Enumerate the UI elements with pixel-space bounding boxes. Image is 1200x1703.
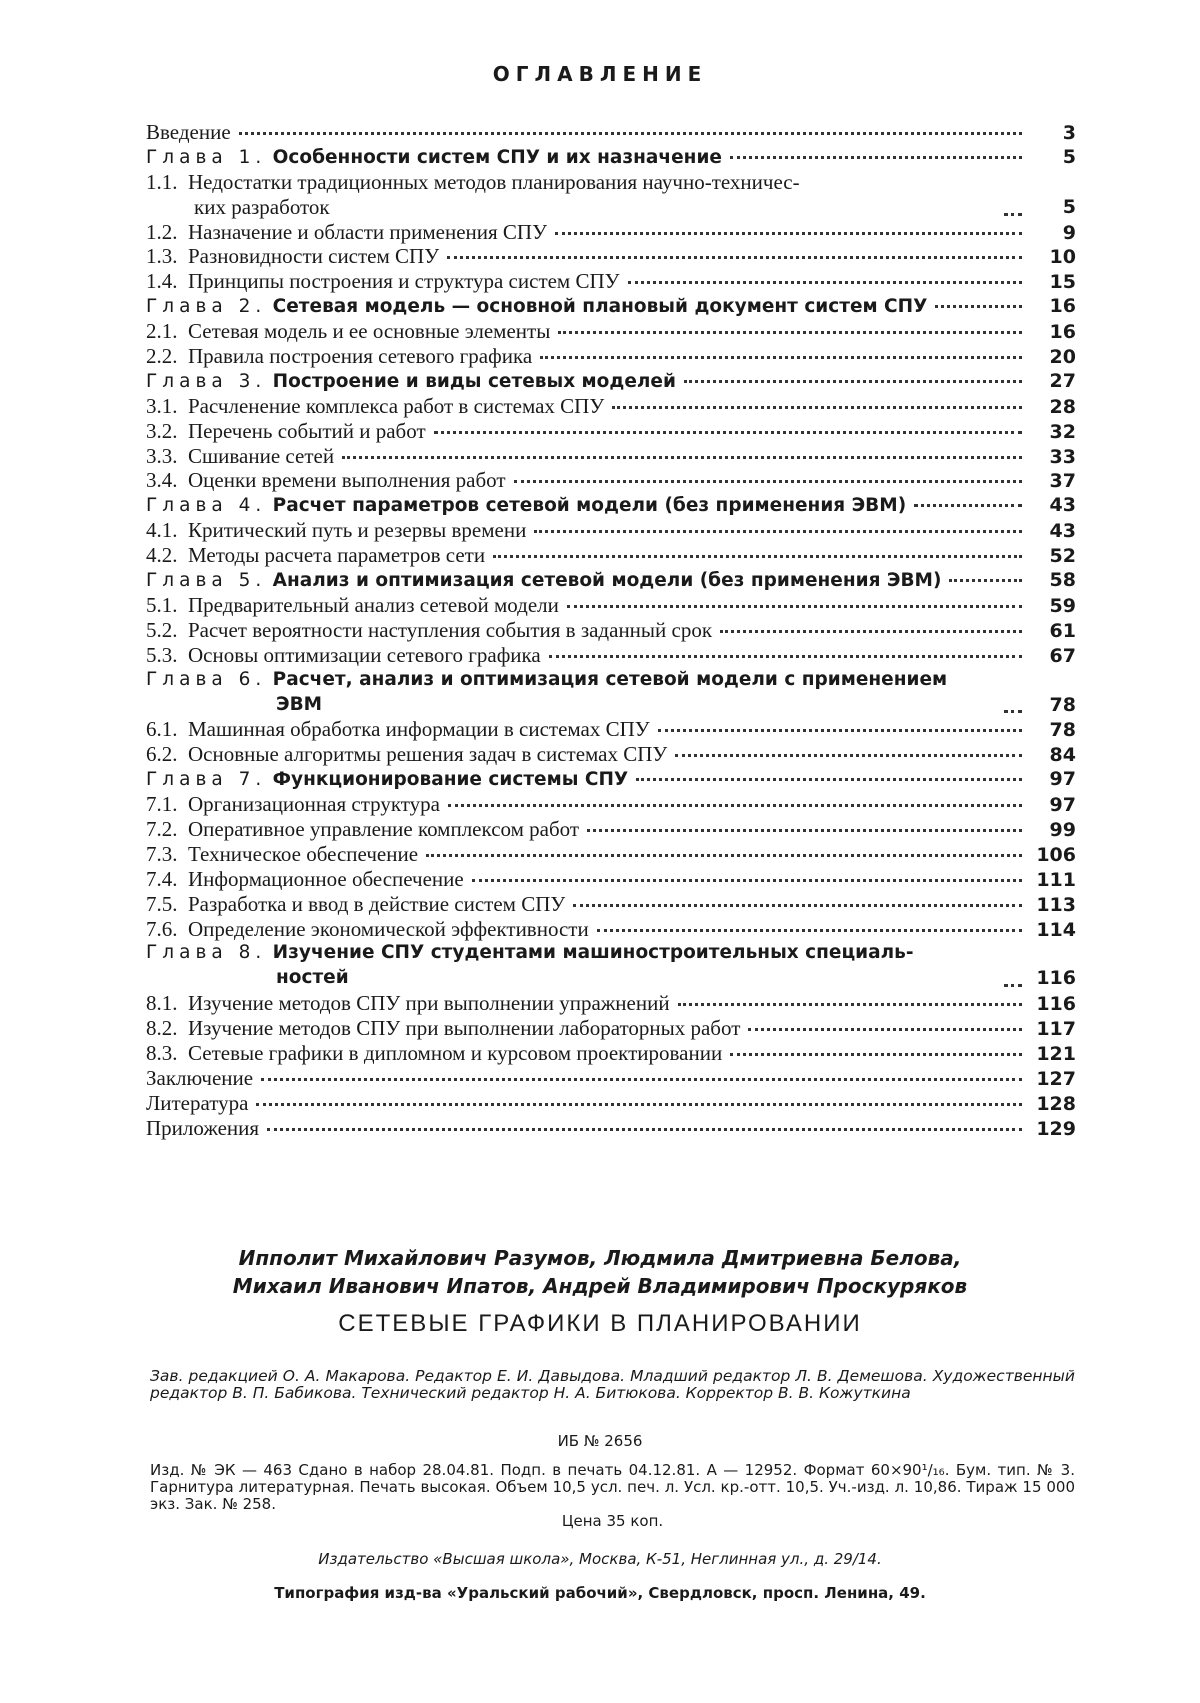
dot-leader [534,529,1022,533]
section-number: 2.2. [146,344,178,369]
ib-number: ИБ № 2656 [557,1432,643,1450]
page-number: 67 [1049,644,1076,667]
chapter-label: Глава 7. [146,769,267,791]
chapter-title: Изучение СПУ студентами машиностроительных специаль- [272,942,914,964]
page-number: 106 [1036,843,1076,866]
table-of-contents [146,120,1076,1141]
toc-entry-text [146,643,541,668]
dot-leader [261,1077,1022,1081]
page-number: 116 [1036,993,1076,1016]
toc-entry-text [146,867,464,892]
section-number: 3.2. [146,418,178,443]
toc-title: ОГЛАВЛЕНИЕ [492,62,708,86]
dot-leader [472,878,1022,882]
section-number: 3.1. [146,393,178,418]
section-title: Недостатки традиционных методов планирования научно-техничес- [188,169,800,194]
dot-leader [612,405,1022,409]
page-number: 117 [1036,1018,1076,1041]
dot-leader [426,853,1022,857]
section-title: Сшивание сетей [188,443,335,468]
toc-entry-text [146,1116,259,1141]
page-number: 78 [1049,693,1076,716]
page-number: 129 [1036,1117,1076,1140]
toc-entry [146,742,1076,767]
toc-entry [146,369,1076,394]
dot-leader [514,479,1022,483]
toc-entry [146,1116,1076,1141]
dot-leader [597,928,1022,932]
chapter-label: Глава 5. [146,570,267,592]
chapter-title: Сетевая модель — основной плановый документ систем СПУ [272,296,928,318]
toc-entry-text [146,1041,722,1066]
toc-entry-text [146,792,440,817]
toc-entry [146,444,1076,469]
page-number: 33 [1049,445,1076,468]
dot-leader [447,255,1022,259]
section-title: Перечень событий и работ [188,418,426,443]
dot-leader [1004,983,1022,987]
toc-entry [146,419,1076,444]
toc-entry [146,269,1076,294]
page-number: 43 [1049,520,1076,543]
section-title: Разновидности систем СПУ [188,244,440,269]
section-title: Расчет вероятности наступления события в заданный срок [188,617,713,642]
dot-leader [587,828,1022,832]
chapter-label: Глава 1. [146,146,267,168]
toc-entry [146,493,1076,518]
section-title: Предварительный анализ сетевой модели [188,592,559,617]
section-number: 7.4. [146,866,178,891]
chapter-label: Глава 2. [146,296,267,318]
page-number: 15 [1049,271,1076,294]
chapter-label: Глава 8. [146,942,267,964]
dot-leader [730,155,1022,159]
toc-entry-text [146,717,650,742]
authors-line-2: Михаил Иванович Ипатов, Андрей Владимирович Проскуряков [232,1274,968,1298]
chapter-title: Анализ и оптимизация сетевой модели (без применения ЭВМ) [272,570,942,592]
toc-entry [146,668,1076,718]
toc-entry-text [146,817,579,842]
section-number: 5.1. [146,592,178,617]
dot-leader [567,604,1022,608]
toc-entry [146,767,1076,792]
printer: Типография изд-ва «Уральский рабочий», Свердловск, просп. Ленина, 49. [274,1584,926,1602]
section-number: 5.3. [146,642,178,667]
section-number: 1.1. [146,169,178,194]
toc-entry [146,468,1076,493]
section-number: 8.3. [146,1041,178,1065]
toc-entry [146,892,1076,917]
chapter-title: Расчет, анализ и оптимизация сетевой модели с применением [272,668,948,690]
toc-entry [146,220,1076,245]
toc-entry [146,319,1076,344]
section-number: 1.3. [146,244,178,269]
section-title: Изучение методов СПУ при выполнении лабораторных работ [188,1016,741,1041]
dot-leader [730,1052,1022,1056]
toc-entry [146,817,1076,842]
toc-entry [146,568,1076,593]
section-number: 3.3. [146,443,178,468]
page-number: 116 [1036,967,1076,990]
section-title: Машинная обработка информации в системах СПУ [188,717,650,742]
dot-leader [914,503,1022,507]
chapter-title: Особенности систем СПУ и их назначение [272,146,722,168]
page-number: 5 [1062,145,1076,168]
chapter-title: Расчет параметров сетевой модели (без применения ЭВМ) [272,495,907,517]
section-title: Сетевые графики в дипломном и курсовом проектировании [188,1041,723,1065]
section-number: 8.2. [146,1016,178,1041]
section-title: Разработка и ввод в действие систем СПУ [188,891,566,916]
toc-entry-text [146,618,712,643]
section-number: 1.4. [146,269,178,294]
dot-leader [549,654,1022,658]
toc-entry-text [146,668,996,718]
toc-entry-text [146,842,418,867]
section-number: 8.1. [146,991,178,1016]
page-number: 59 [1049,594,1076,617]
page-number: 127 [1036,1067,1076,1090]
page-number: 20 [1049,346,1076,369]
section-number: 2.1. [146,319,178,344]
section-title: Методы расчета параметров сети [188,543,486,568]
section-number: 6.1. [146,717,178,742]
page-number: 43 [1049,494,1076,517]
authors-line-1: Ипполит Михайлович Разумов, Людмила Дмитриевна Белова, [238,1246,962,1270]
page-number: 99 [1049,818,1076,841]
section-number: 1.2. [146,219,178,244]
price: Цена 35 коп. [561,1512,664,1530]
page-number: 3 [1062,122,1076,144]
page-number: 16 [1049,295,1076,318]
toc-entry-text [146,1016,740,1041]
page-number: 27 [1049,369,1076,392]
dot-leader [636,777,1022,781]
toc-entry-text [146,419,426,444]
section-title: Принципы построения и структура систем СПУ [188,269,620,294]
page-number: 114 [1036,918,1076,941]
toc-entry [146,643,1076,668]
dot-leader [678,1002,1022,1006]
page-number: 84 [1049,744,1076,767]
toc-entry-text [146,991,670,1016]
dot-leader [448,803,1022,807]
entry-title: Введение [146,120,231,144]
toc-entry-text [146,444,334,469]
toc-entry [146,394,1076,419]
toc-entry-text [146,593,559,618]
dot-leader [949,578,1022,582]
section-number: 4.2. [146,543,178,568]
publisher: Издательство «Высшая школа», Москва, К-51, Неглинная ул., д. 29/14. [318,1550,882,1568]
page-number: 28 [1049,395,1076,418]
toc-entry [146,717,1076,742]
toc-entry-text [146,120,231,145]
toc-entry-text [146,1091,248,1116]
toc-entry-text [146,394,604,419]
toc-entry [146,1041,1076,1066]
toc-entry [146,1066,1076,1091]
entry-title: Литература [146,1090,249,1115]
toc-entry [146,543,1076,568]
dot-leader [239,131,1022,135]
section-number: 7.6. [146,916,178,941]
chapter-title: Построение и виды сетевых моделей [272,370,676,392]
toc-entry [146,344,1076,369]
dot-leader [558,330,1022,334]
toc-entry-text [146,494,906,519]
toc-entry-text [146,917,589,942]
toc-entry [146,518,1076,543]
page-number: 16 [1049,321,1076,344]
page-number: 128 [1036,1092,1076,1115]
dot-leader [555,231,1022,235]
entry-title: Приложения [146,1115,260,1140]
toc-entry-text [146,269,620,294]
page-number: 37 [1049,470,1076,493]
toc-entry-text [146,768,628,793]
editorial-credits: Зав. редакцией О. А. Макарова. Редактор Е. И. Давыдова. Младший редактор Л. В. Демешова. Художественный редактор В. П. Бабикова. Технический редактор Н. А. Битюкова. Корректор В. В. Кожуткина [150,1367,1075,1402]
chapter-label: Глава 4. [146,495,267,517]
dot-leader [540,355,1022,359]
entry-continuation: ких разработок [194,194,330,219]
toc-entry-text [146,344,532,369]
dot-leader [1004,709,1022,713]
toc-entry-text [146,892,565,917]
toc-entry [146,1016,1076,1041]
page-number: 58 [1049,569,1076,592]
section-number: 6.2. [146,742,178,767]
toc-entry-text [146,543,485,568]
page-number: 32 [1049,420,1076,443]
toc-entry-text [146,244,439,269]
section-title: Правила построения сетевого графика [188,344,533,369]
entry-title: Заключение [146,1065,254,1090]
toc-entry-text [146,146,722,171]
page-number: 5 [1062,195,1076,218]
dot-leader [675,753,1022,757]
toc-entry [146,244,1076,269]
section-title: Техническое обеспечение [188,841,419,866]
section-title: Оперативное управление комплексом работ [188,816,580,841]
section-number: 7.5. [146,891,178,916]
section-title: Назначение и области применения СПУ [188,219,547,244]
dot-leader [573,903,1022,907]
toc-entry [146,145,1076,170]
toc-entry [146,294,1076,319]
section-number: 7.3. [146,841,178,866]
entry-continuation: ностей [276,967,349,989]
section-title: Критический путь и резервы времени [188,518,527,543]
page-number: 52 [1049,545,1076,568]
page-number: 97 [1049,768,1076,791]
section-title: Изучение методов СПУ при выполнении упражнений [188,991,670,1016]
toc-entry [146,867,1076,892]
section-title: Оценки времени выполнения работ [188,468,506,493]
dot-leader [628,280,1022,284]
toc-entry [146,941,1076,991]
toc-entry [146,618,1076,643]
toc-entry-text [146,941,996,991]
toc-entry-text [146,220,547,245]
section-title: Определение экономической эффективности [188,916,589,941]
toc-entry-text [146,569,941,594]
toc-entry [146,991,1076,1016]
page-number: 97 [1049,794,1076,817]
toc-entry [146,792,1076,817]
chapter-label: Глава 6. [146,668,267,690]
page-number: 10 [1049,246,1076,269]
section-number: 5.2. [146,617,178,642]
toc-entry-text [146,170,996,220]
toc-entry [146,1091,1076,1116]
dot-leader [267,1127,1022,1131]
dot-leader [935,304,1022,308]
section-title: Расчленение комплекса работ в системах СПУ [188,393,605,418]
section-title: Основы оптимизации сетевого графика [188,642,541,667]
page-number: 111 [1036,868,1076,891]
page-number: 78 [1049,719,1076,742]
toc-entry [146,120,1076,145]
dot-leader [1004,212,1022,216]
toc-entry [146,917,1076,942]
page-number: 121 [1036,1043,1076,1065]
section-title: Сетевая модель и ее основные элементы [188,319,551,344]
section-title: Основные алгоритмы решения задач в системах СПУ [188,742,668,767]
page-number: 9 [1062,221,1076,244]
book-title: СЕТЕВЫЕ ГРАФИКИ В ПЛАНИРОВАНИИ [338,1310,862,1337]
page-number: 113 [1036,893,1076,916]
toc-entry [146,593,1076,618]
entry-continuation: ЭВМ [276,693,323,715]
page-number: 61 [1049,619,1076,642]
section-number: 7.1. [146,792,178,817]
imprint-text: Изд. № ЭК — 463 Сдано в набор 28.04.81. Подп. в печать 04.12.81. А — 12952. Формат 60×90¹/₁₆. Бум. тип. № 3. Гарнитура литературная. Печать высокая. Объем 10,5 усл. печ. л. Усл. кр.-отт. 10,5. Уч.-изд. л. 10,86. Тираж 15 000 экз. Зак. № 258. [150,1461,1075,1513]
toc-entry [146,842,1076,867]
toc-entry-text [146,319,550,344]
toc-entry-text [146,742,667,767]
toc-entry-text [146,468,506,493]
section-number: 4.1. [146,518,178,543]
section-number: 3.4. [146,468,178,493]
toc-entry-text [146,1066,253,1091]
toc-entry [146,170,1076,220]
section-number: 7.2. [146,816,178,841]
toc-entry-text [146,295,927,320]
dot-leader [720,629,1022,633]
section-title: Информационное обеспечение [188,866,464,891]
imprint [150,1462,1075,1530]
dot-leader [434,430,1022,434]
dot-leader [256,1102,1022,1106]
dot-leader [684,379,1022,383]
chapter-title: Функционирование системы СПУ [272,769,629,791]
toc-entry-text [146,370,676,395]
toc-entry-text [146,518,526,543]
chapter-label: Глава 3. [146,370,267,392]
dot-leader [342,455,1022,459]
dot-leader [748,1027,1022,1031]
authors [0,1244,1200,1300]
dot-leader [493,554,1022,558]
section-title: Организационная структура [188,792,440,817]
dot-leader [658,728,1022,732]
